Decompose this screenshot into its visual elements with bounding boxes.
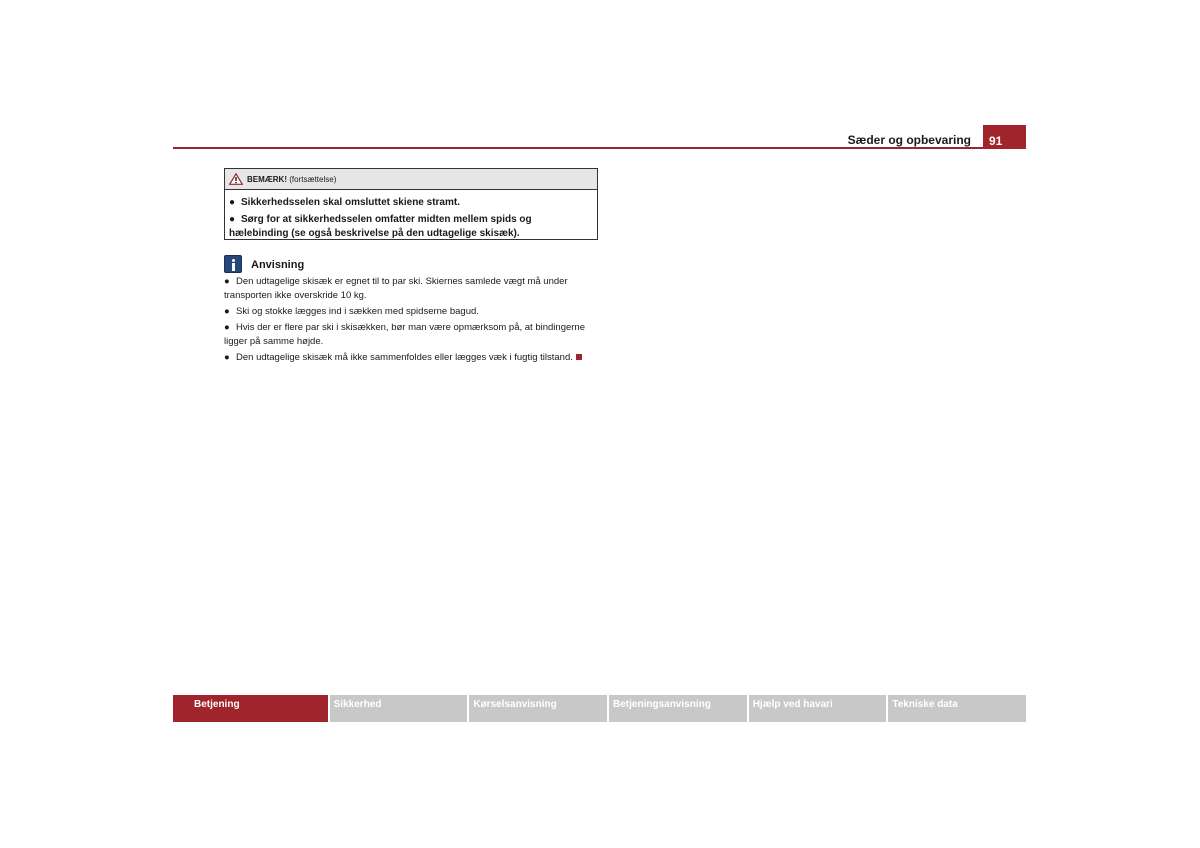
bullet-icon: ● xyxy=(229,197,236,208)
note-item xyxy=(224,275,602,303)
nav-tab-hjaelp-ved-havari[interactable]: Hjælp ved havari xyxy=(749,695,887,722)
bullet-icon: ● xyxy=(224,306,230,317)
page-number: 91 xyxy=(983,125,1026,149)
bullet-icon: ● xyxy=(229,214,236,225)
header-rule xyxy=(173,147,1026,149)
warning-body xyxy=(225,190,597,241)
warning-header xyxy=(225,169,597,190)
note-item xyxy=(224,321,602,349)
note-item-text: Den udtagelige skisæk er egnet til to par ski. Skiernes samlede vægt må under transporten ikke overskride 10 kg. xyxy=(224,276,568,301)
note-item-text: Den udtagelige skisæk må ikke sammenfoldes eller lægges væk i fugtig tilstand. xyxy=(236,352,573,363)
note-item-text: Hvis der er flere par ski i skisækken, bør man være opmærksom på, at bindingerne ligger på samme højde. xyxy=(224,322,585,347)
warning-box xyxy=(224,168,598,240)
nav-tab-korselsanvisning[interactable]: Kørselsanvisning xyxy=(469,695,607,722)
nav-tab-tekniske-data[interactable]: Tekniske data xyxy=(888,695,1026,722)
warning-item-text: Sørg for at sikkerhedsselen omfatter midten mellem spids og hælebinding (se også beskrivelse på den udtagelige skisæk). xyxy=(229,214,532,239)
warning-label-suffix: (fortsættelse) xyxy=(289,174,337,184)
end-mark-icon xyxy=(576,354,582,360)
warning-item xyxy=(229,196,593,210)
info-icon xyxy=(224,255,242,273)
note-item-text: Ski og stokke lægges ind i sækken med spidserne bagud. xyxy=(236,306,479,317)
nav-tab-sikkerhed[interactable]: Sikkerhed xyxy=(330,695,468,722)
section-title: Sæder og opbevaring xyxy=(847,133,971,147)
note-list xyxy=(224,275,602,367)
note-title: Anvisning xyxy=(251,259,305,271)
warning-item-text: Sikkerhedsselen skal omsluttet skiene stramt. xyxy=(241,197,460,208)
note-item xyxy=(224,305,602,319)
note-item xyxy=(224,351,602,365)
warning-item xyxy=(229,213,593,241)
bullet-icon: ● xyxy=(224,352,230,363)
warning-label: BEMÆRK! xyxy=(247,174,287,184)
bullet-icon: ● xyxy=(224,322,230,333)
footer-nav xyxy=(173,695,1026,722)
bullet-icon: ● xyxy=(224,276,230,287)
nav-tab-betjening[interactable]: Betjening xyxy=(173,695,328,722)
warning-triangle-icon xyxy=(229,173,243,185)
nav-tab-betjeningsanvisning[interactable]: Betjeningsanvisning xyxy=(609,695,747,722)
